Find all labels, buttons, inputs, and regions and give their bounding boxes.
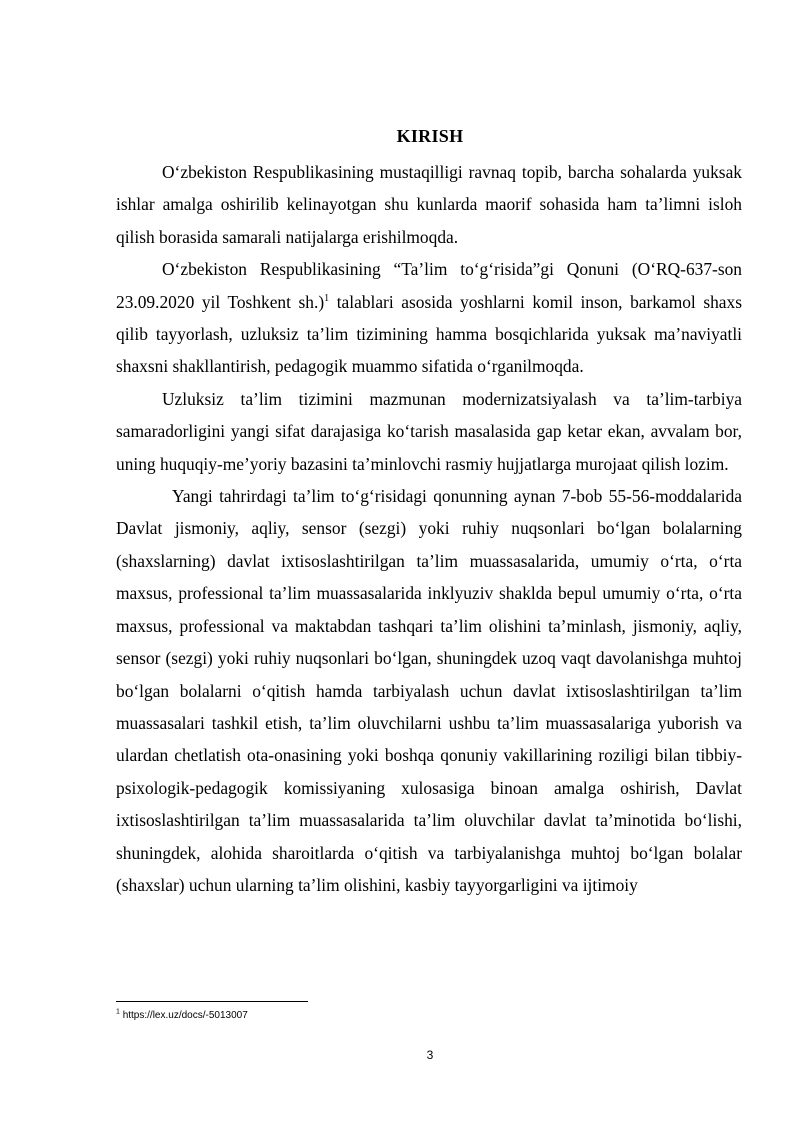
paragraph-3: Uzluksiz ta’lim tizimini mazmunan modernizatsiyalash va ta’lim-tarbiya samaradorligini yangi sifat darajasiga ko‘tarish masalasida gap ketar ekan, avvalam bor, uning huquqiy-me’yoriy bazasini ta’minlovchi rasmiy hujjatlarga murojaat qilish lozim. [116,388,742,474]
paragraph-2 [116,253,742,383]
paragraph-4: Yangi tahrirdagi ta’lim to‘g‘risidagi qonunning aynan 7-bob 55-56-moddalarida Davlat jismoniy, aqliy, sensor (sezgi) yoki ruhiy nuqsonlari bo‘lgan bolalarning (shaxslarning) davlat ixtisoslashtirilgan ta’lim muassasalarida, umumiy o‘rta, o‘rta maxsus, professional ta’lim muassasalarida inklyuziv shaklda bepul umumiy o‘rta, o‘rta maxsus, professional va maktabdan tashqari ta’lim olishini ta’minlash, jismoniy, aqliy, sensor (sezgi) yoki ruhiy nuqsonlari bo‘lgan, shuningdek uzoq vaqt davolanishga muhtoj bo‘lgan bolalarni o‘qitish hamda tarbiyalash uchun davlat ixtisoslashtirilgan ta’lim muassasalari tashkil etish, ta’lim oluvchilarni ushbu ta’lim muassasalariga yuborish va ulardan chetlatish ota-onasining yoki boshqa qonuniy vakillarining roziligi bilan tibbiy-psixologik-pedagogik komissiyaning xulosasiga binoan amalga oshirish, Davlat ixtisoslashtirilgan ta’lim muassasalarida ta’lim oluvchilar davlat ta’minotida bo‘lishi, shuningdek, alohida sharoitlarda o‘qitish va tarbiyalanishga muhtoj bo‘lgan bolalar (shaxslar) uchun ularning ta’lim olishini, kasbiy tayyorgarligini va ijtimoiy [116,486,742,895]
footnote-separator [116,1001,308,1002]
paragraph-2-end: talablari asosida yoshlarni komil inson, barkamol shaxs qilib tayyorlash, uzluksiz ta’lim tizimining hamma bosqichlarida yuksak ma’naviyatli shaxsni shakllantirish, pedagogik muammo sifatida o‘rganilmoqda. [116,291,742,377]
footnote-reference[interactable]: 1 [324,292,330,304]
page-number: 3 [426,1048,434,1062]
body-text [116,156,742,901]
footnote-number: 1 [116,1008,120,1016]
footnote-link[interactable]: https://lex.uz/docs/-5013007 [122,1010,248,1021]
paragraph-2-start: O‘zbekiston Respublikasining “Ta’lim to‘g‘risida”gi Qonuni (O‘RQ-637-son 23.09.2020 yil Toshkent sh.) [116,259,742,312]
section-heading: KIRISH [396,126,464,146]
paragraph-1: O‘zbekiston Respublikasining mustaqilligi ravnaq topib, barcha sohalarda yuksak ishlar amalga oshirilib kelinayotgan shu kunlarda maorif sohasida ham ta’limni isloh qilish borasida samarali natijalarga erishilmoqda. [116,162,742,247]
footnote [116,1010,248,1021]
